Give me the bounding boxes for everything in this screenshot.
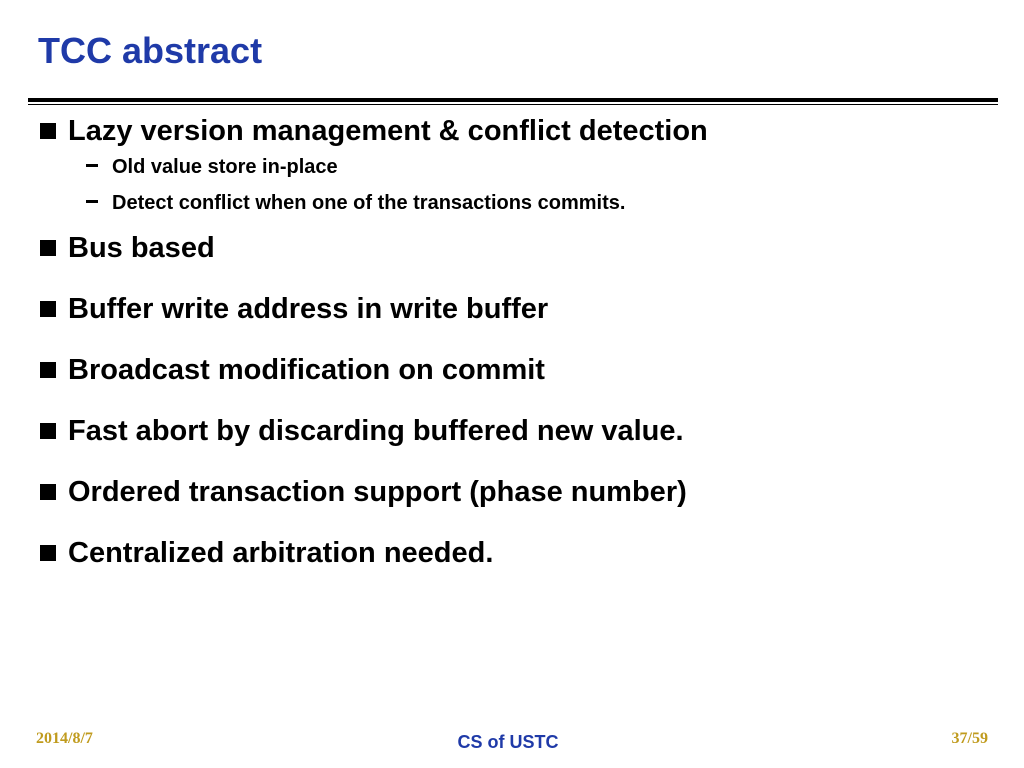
sub-bullet-text: Old value store in-place: [112, 156, 338, 178]
bullet-item: [40, 473, 1000, 511]
bullet-item: [40, 229, 1000, 267]
sub-bullet-list: [86, 154, 1000, 216]
square-bullet-icon: [40, 123, 56, 139]
bullet-text: Lazy version management & conflict detection: [68, 115, 708, 147]
title-divider: [28, 98, 998, 102]
footer-date: 2014/8/7: [36, 730, 93, 747]
footer-page-number: 37/59: [951, 730, 988, 747]
slide-title: TCC abstract: [38, 30, 263, 71]
dash-bullet-icon: [86, 200, 98, 203]
square-bullet-icon: [40, 240, 56, 256]
square-bullet-icon: [40, 362, 56, 378]
bullet-text: Bus based: [68, 232, 215, 264]
square-bullet-icon: [40, 545, 56, 561]
bullet-text: Buffer write address in write buffer: [68, 293, 549, 325]
title-divider-thin: [28, 104, 998, 105]
square-bullet-icon: [40, 423, 56, 439]
bullet-item: [40, 290, 1000, 328]
bullet-item: [40, 112, 1000, 150]
square-bullet-icon: [40, 301, 56, 317]
dash-bullet-icon: [86, 164, 98, 167]
bullet-text: Fast abort by discarding buffered new value.: [68, 415, 684, 447]
bullet-item: [40, 534, 1000, 572]
bullet-text: Broadcast modification on commit: [68, 354, 545, 386]
footer-org: CS of USTC: [457, 732, 559, 752]
bullet-item: [40, 351, 1000, 389]
bullet-list: [40, 112, 1000, 572]
bullet-text: Centralized arbitration needed.: [68, 537, 494, 569]
bullet-text: Ordered transaction support (phase number): [68, 476, 687, 508]
sub-bullet-item: [86, 154, 1000, 180]
square-bullet-icon: [40, 484, 56, 500]
sub-bullet-item: [86, 190, 1000, 216]
bullet-item: [40, 412, 1000, 450]
sub-bullet-text: Detect conflict when one of the transactions commits.: [112, 192, 626, 214]
